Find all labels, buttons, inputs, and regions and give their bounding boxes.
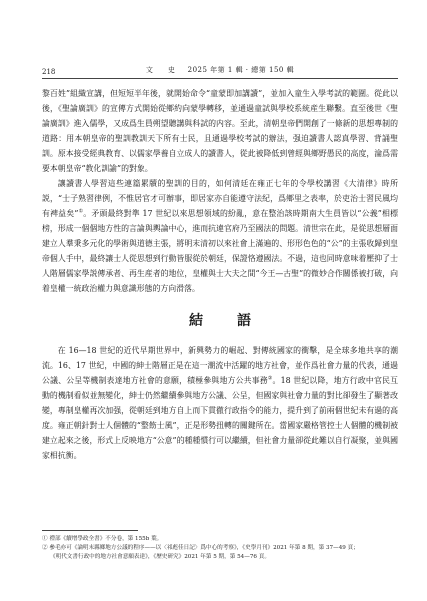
main-paragraphs: [42, 86, 398, 296]
footnote-marker: ①: [78, 208, 84, 215]
paragraph-text: 黎百姓”組織宣講，但短短半年後，就開始命令“童蒙即加講讀”，並加入童生入學考試的範圍。從此以後，《聖論廣訓》的宣傳方式開始從鄉約向蒙學轉移，並通過童試與學校系統産生聯繫。直至後世《聖論廣訓》進入儒學，又成爲生員朔望聽講與科試的内容。至此，清朝皇帝們開創了一條新的思想專制的道路：用本朝皇帝的聖訓教訓天下所有士民，且通過學校考試的辦法，强迫讀書人認真學習、背誦聖訓。原本接受經典教育、以儒家學養自立成人的讀書人，從此被降低到曾經與鄉野愚民的高度，淪爲需要本朝皇帝“教化訓諭”的對象。: [42, 89, 398, 173]
footnote-item: ① 禮部《續增學政全書》不分卷，第 155b 葉。: [42, 536, 163, 542]
body-text: [42, 86, 398, 463]
footnote-item: 《明代文書行政中的地方社會意願表達》，《歷史研究》2021 年第 5 期，第 54—76 頁。: [50, 554, 270, 560]
conclusion-paragraphs: [42, 343, 398, 463]
journal-title: [42, 65, 398, 75]
footnote-list: [42, 535, 398, 562]
footnote-rule: [42, 530, 138, 531]
paragraph-text: 讓讀書人學習這些連篇累牘的聖訓的目的，如何清廷在雍正七年的令學校講習《大清律》時所説，“士子熟習律例，不惟居官才可辦事，即居家亦自能遵守法紀，爲鄉里之表率，於吏治士習民風均有裨益矣”: [42, 179, 398, 218]
journal-name: 文 史: [145, 66, 179, 74]
paragraph-text: 在 16—18 世紀的近代早期世界中，新興勢力的崛起、對傳統國家的衝擊，是全球多地共享的潮流。16、17 世紀，中國的紳士階層正是在這一潮流中活躍的地方社會，並作爲社會力量的代表，通過公議、公呈等機制表達地方社會的意願，積極參與地方公共事務: [42, 346, 398, 385]
running-header: [42, 64, 398, 79]
body-paragraph: [42, 86, 398, 176]
footnote-item: ② 參毛亦可《論明末縣鄉地方公議的程序——以〈祁彪佳日記〉爲中心的考察》，《史學月刊》2021 年第 8 期，第 37—49 頁；: [42, 545, 359, 551]
conclusion-paragraph: [42, 343, 398, 463]
issue-info: 2025 年第 1 輯 · 總第 150 輯: [187, 66, 295, 74]
body-paragraph: [42, 176, 398, 296]
footnotes: [42, 530, 398, 562]
section-title: 結 語: [189, 313, 261, 329]
page-number: 218: [42, 68, 56, 76]
footnote-marker: ②: [267, 375, 273, 382]
paragraph-text: 。18 世紀以降，地方行政中官民互動的機制看似並無變化，紳士仍然繼續參與地方公議、公呈，但國家與社會力量的對比卻發生了顯著改變，專制皇權再次加强，從朝廷到地方自上而下貫徹行政指令的能力，提升到了前兩個世紀未有過的高度。雍正朝針對士人個體的“整飭士風”，正是形勢扭轉的關鍵所在。當國家嚴格管控士人個體的機制被建立起來之後，形式上反映地方“公意”的種種慣行可以繼續，但社會力量卻從此難以自行凝聚，並與國家相抗衡。: [42, 376, 398, 460]
paragraph-text: 。矛頭最終對準 17 世紀以來思想領域的紛亂，意在整治該時期南大生員皆以“公義”相標榜，形成一個個地方性的言論與輿論中心，進而抗違官府乃至國法的問題。清世宗在此，是從思想層面建立人羣秉多元化的學術與道德主張，將明末清初以來社會上滿遍的、形形色色的“公”的主張收歸到皇帝個人手中，最終讓士人從思想到行動皆服從於朝廷，保證恪遵國法。不過，這也同時意味着壓抑了士人階層儒家學説傳承者、再生産者的地位，皇權與士大夫之間“今王—古聖”的微妙合作關係被打破，向着皇權一統政治權力與意識形態的方向滑落。: [42, 209, 398, 293]
